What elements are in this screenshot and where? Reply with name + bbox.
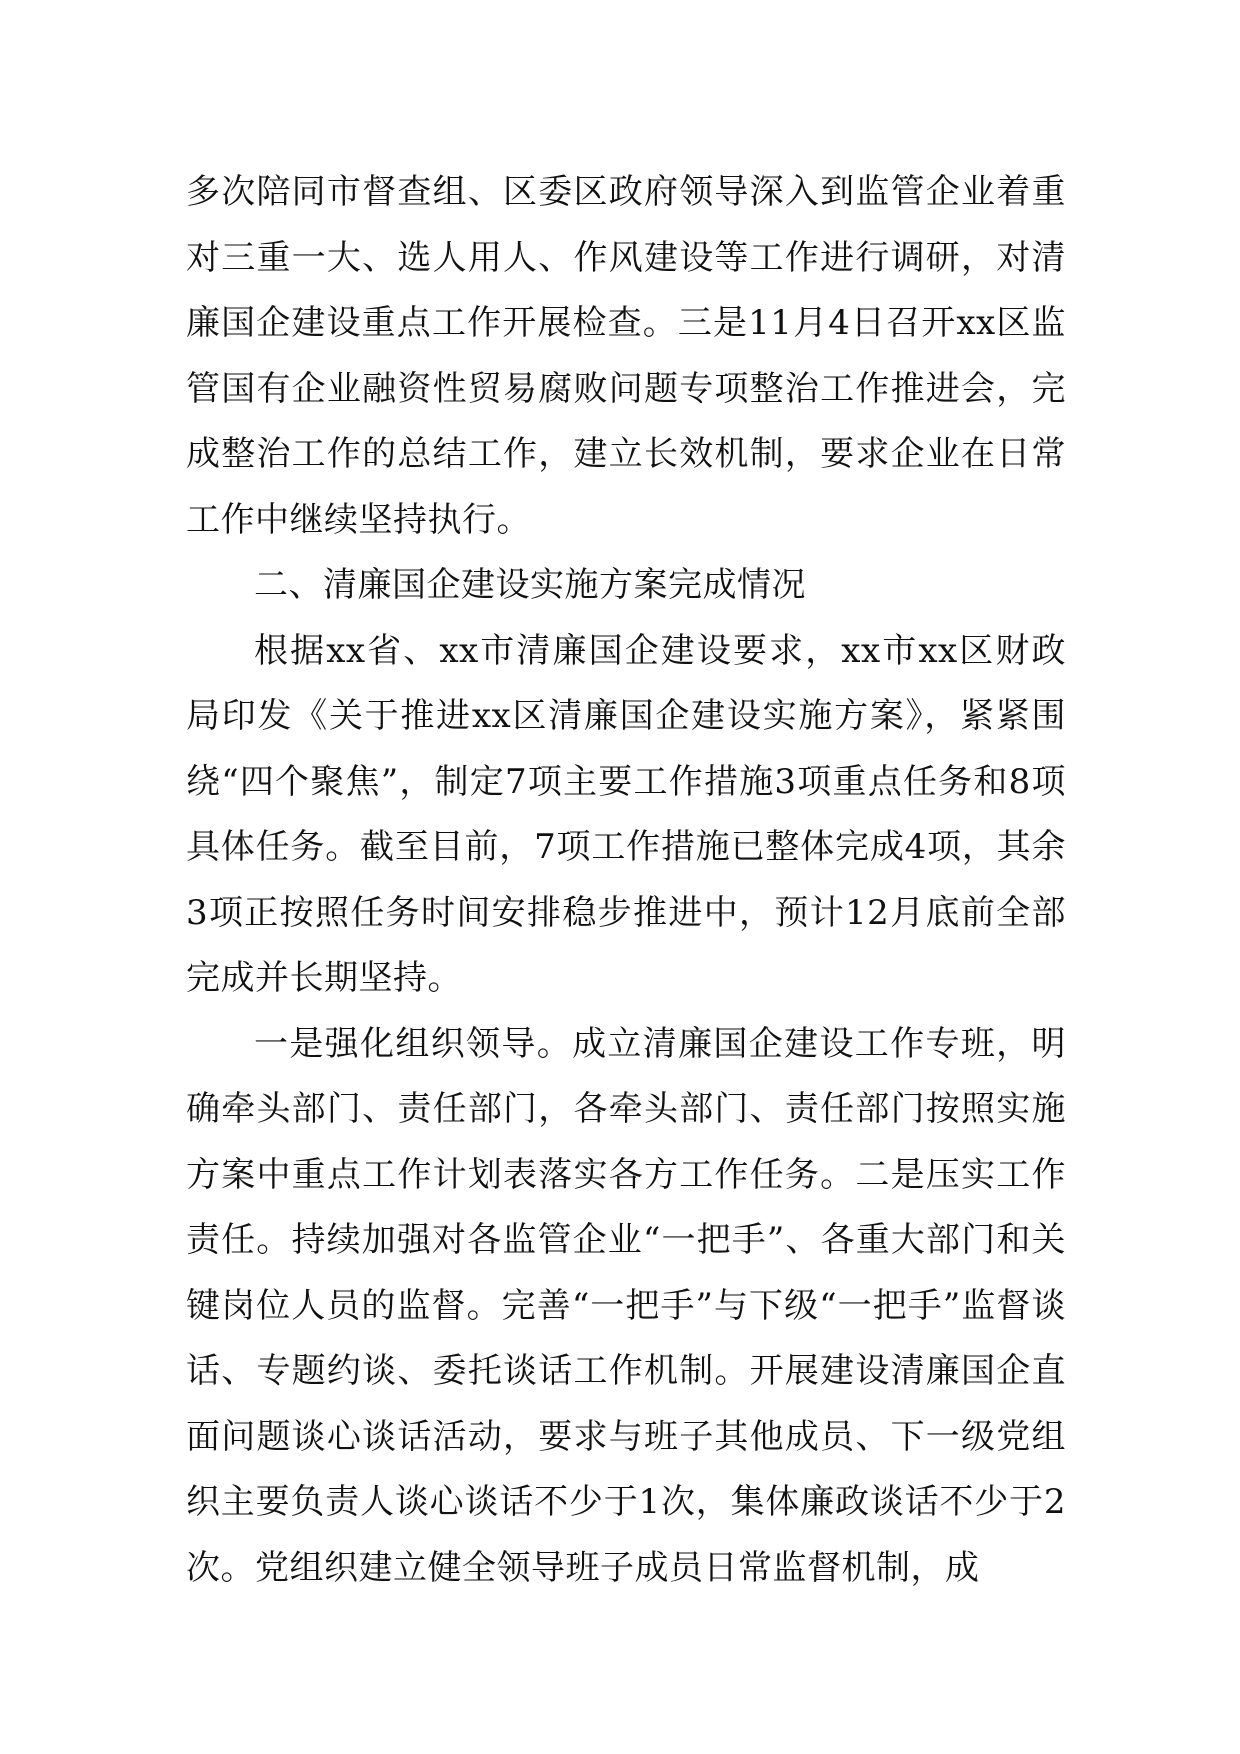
paragraph-3: 一是强化组织领导。成立清廉国企建设工作专班，明确牵头部门、责任部门，各牵头部门、责任部门按照实施方案中重点工作计划表落实各方工作任务。二是压实工作责任。持续加强对各监管企业“一把手”、各重大部门和关键岗位人员的监督。完善“一把手”与下级“一把手”监督谈话、专题约谈、委托谈话工作机制。开展建设清廉国企直面问题谈心谈话活动，要求与班子其他成员、下一级党组织主要负责人谈心谈话不少于1次，集体廉政谈话不少于2次。党组织建立健全领导班子成员日常监督机制，成 <box>186 1023 1066 1588</box>
paragraph-2: 根据xx省、xx市清廉国企建设要求，xx市xx区财政局印发《关于推进xx区清廉国企建设实施方案》，紧紧围绕“四个聚焦”，制定7项主要工作措施3项重点任务和8项具体任务。截至目前，7项工作措施已整体完成4项，其余3项正按照任务时间安排稳步推进中，预计12月底前全部完成并长期坚持。 <box>186 630 1066 998</box>
paragraph-1: 多次陪同市督查组、区委区政府领导深入到监管企业着重对三重一大、选人用人、作风建设等工作进行调研，对清廉国企建设重点工作开展检查。三是11月4日召开xx区监管国有企业融资性贸易腐败问题专项整治工作推进会，完成整治工作的总结工作，建立长效机制，要求企业在日常工作中继续坚持执行。 <box>186 172 1066 540</box>
document-body <box>186 160 1066 1601</box>
section-heading: 二、清廉国企建设实施方案完成情况 <box>254 565 806 605</box>
